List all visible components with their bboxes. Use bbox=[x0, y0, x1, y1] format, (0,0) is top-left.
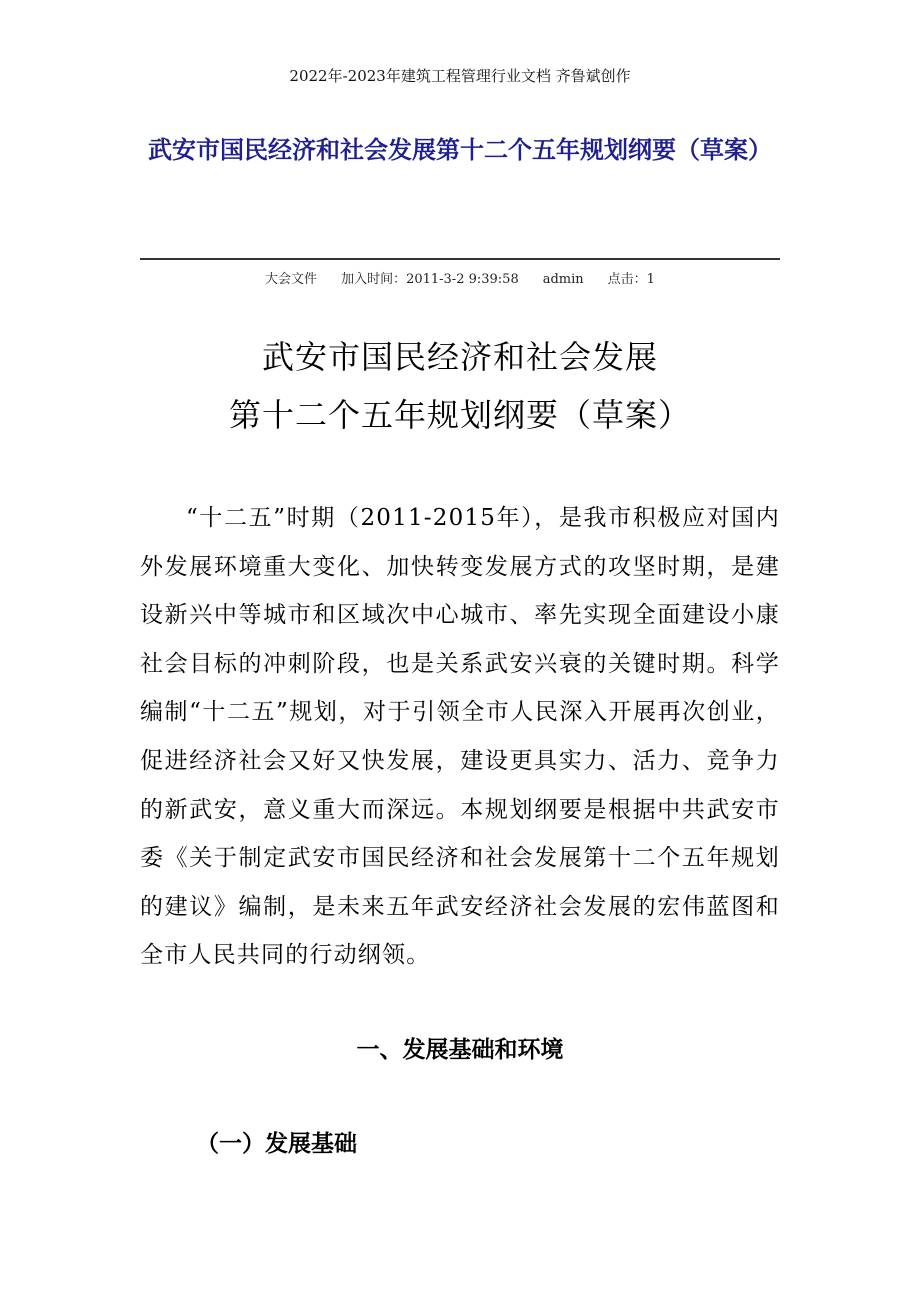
main-title-line-1: 武安市国民经济和社会发展 bbox=[261, 338, 658, 376]
section-heading: 一、发展基础和环境 bbox=[356, 1037, 564, 1063]
page-header: 2022年-2023年建筑工程管理行业文档 齐鲁斌创作 bbox=[289, 67, 631, 85]
meta-clicks: 点击：1 bbox=[607, 272, 655, 287]
meta-author: admin bbox=[542, 272, 584, 287]
document-meta bbox=[140, 270, 780, 290]
title-divider bbox=[140, 258, 780, 260]
meta-added-time: 加入时间：2011-3-2 9:39:58 bbox=[341, 272, 519, 287]
main-title bbox=[140, 328, 780, 444]
subsection-heading: （一）发展基础 bbox=[196, 1131, 357, 1157]
document-title: 武安市国民经济和社会发展第十二个五年规划纲要（草案） bbox=[148, 136, 772, 164]
meta-category: 大会文件 bbox=[265, 272, 318, 287]
intro-paragraph: “十二五”时期（2011-2015年），是我市积极应对国内外发展环境重大变化、加快转变发展方式的攻坚时期，是建设新兴中等城市和区域次中心城市、率先实现全面建设小康社会目标的冲刺阶段，也是关系武安兴衰的关键时期。科学编制“十二五”规划，对于引领全市人民深入开展再次创业，促进经济社会又好又快发展，建设更具实力、活力、竞争力的新武安，意义重大而深远。本规划纲要是根据中共武安市委《关于制定武安市国民经济和社会发展第十二个五年规划的建议》编制，是未来五年武安经济社会发展的宏伟蓝图和全市人民共同的行动纲领。 bbox=[140, 505, 780, 969]
main-title-line-2: 第十二个五年规划纲要（草案） bbox=[228, 396, 691, 434]
